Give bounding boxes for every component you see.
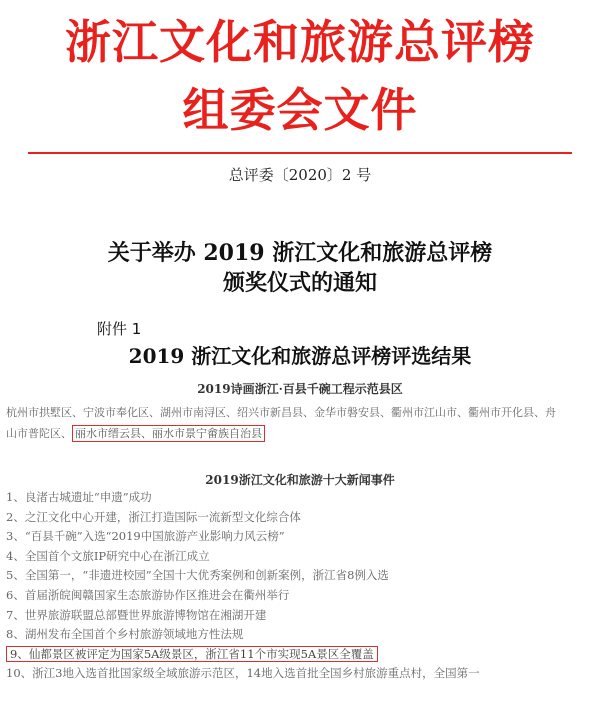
list-item-highlighted <box>6 645 598 665</box>
notice-title-line2: 颁奖仪式的通知 <box>222 270 377 296</box>
list-item: 2、之江文化中心开建，浙江打造国际一流新型文化综合体 <box>6 509 301 524</box>
document-number: 总评委〔2020〕2 号 <box>228 166 372 184</box>
highlighted-counties: 丽水市缙云县、丽水市景宁畲族自治县 <box>72 425 265 442</box>
list-item: 3、“百县千碗”入选“2019中国旅游产业影响力风云榜” <box>6 529 285 544</box>
list-item: 5、全国第一，“非遗进校园”全国十大优秀案例和创新案例，浙江省8例入选 <box>6 568 389 583</box>
section-title-demo-counties: 2019诗画浙江·百县千碗工程示范县区 <box>197 382 403 396</box>
list-item: 7、世界旅游联盟总部暨世界旅游博物馆在湘湖开建 <box>6 607 267 622</box>
news-events-list <box>6 488 598 684</box>
list-item: 10、浙江3地入选首批国家级全域旅游示范区，14地入选首批全国乡村旅游重点村，全国第一 <box>6 666 480 681</box>
notice-title-line1: 关于举办 2019 浙江文化和旅游总评榜 <box>107 240 493 266</box>
attachment-title: 2019 浙江文化和旅游总评榜评选结果 <box>128 344 472 368</box>
list-item: 1、良渚古城遗址“申遗”成功 <box>6 490 152 504</box>
list-item: 6、首届浙皖闽赣国家生态旅游协作区推进会在衢州举行 <box>6 587 290 602</box>
list-item: 4、全国首个文旅IP研究中心在浙江成立 <box>6 548 210 563</box>
list-item: 8、湖州发布全国首个乡村旅游领域地方性法规 <box>6 627 244 642</box>
section-title-news-events: 2019浙江文化和旅游十大新闻事件 <box>205 473 395 487</box>
demo-counties-line2-prefix: 山市普陀区、 <box>6 427 72 440</box>
header-divider <box>28 152 572 154</box>
highlighted-news-item: 9、仙都景区被评定为国家5A级景区，浙江省11个市实现5A景区全覆盖 <box>6 646 378 662</box>
attachment-label: 附件 1 <box>97 320 142 338</box>
demo-counties-line1: 杭州市拱墅区、宁波市奉化区、湖州市南浔区、绍兴市新昌县、金华市磐安县、衢州市江山市、衢州市开化县、舟 <box>6 406 556 419</box>
header-title-line1: 浙江文化和旅游总评榜 <box>65 15 535 69</box>
header-title-line2: 组委会文件 <box>182 83 418 137</box>
demo-counties-line2 <box>6 424 594 444</box>
